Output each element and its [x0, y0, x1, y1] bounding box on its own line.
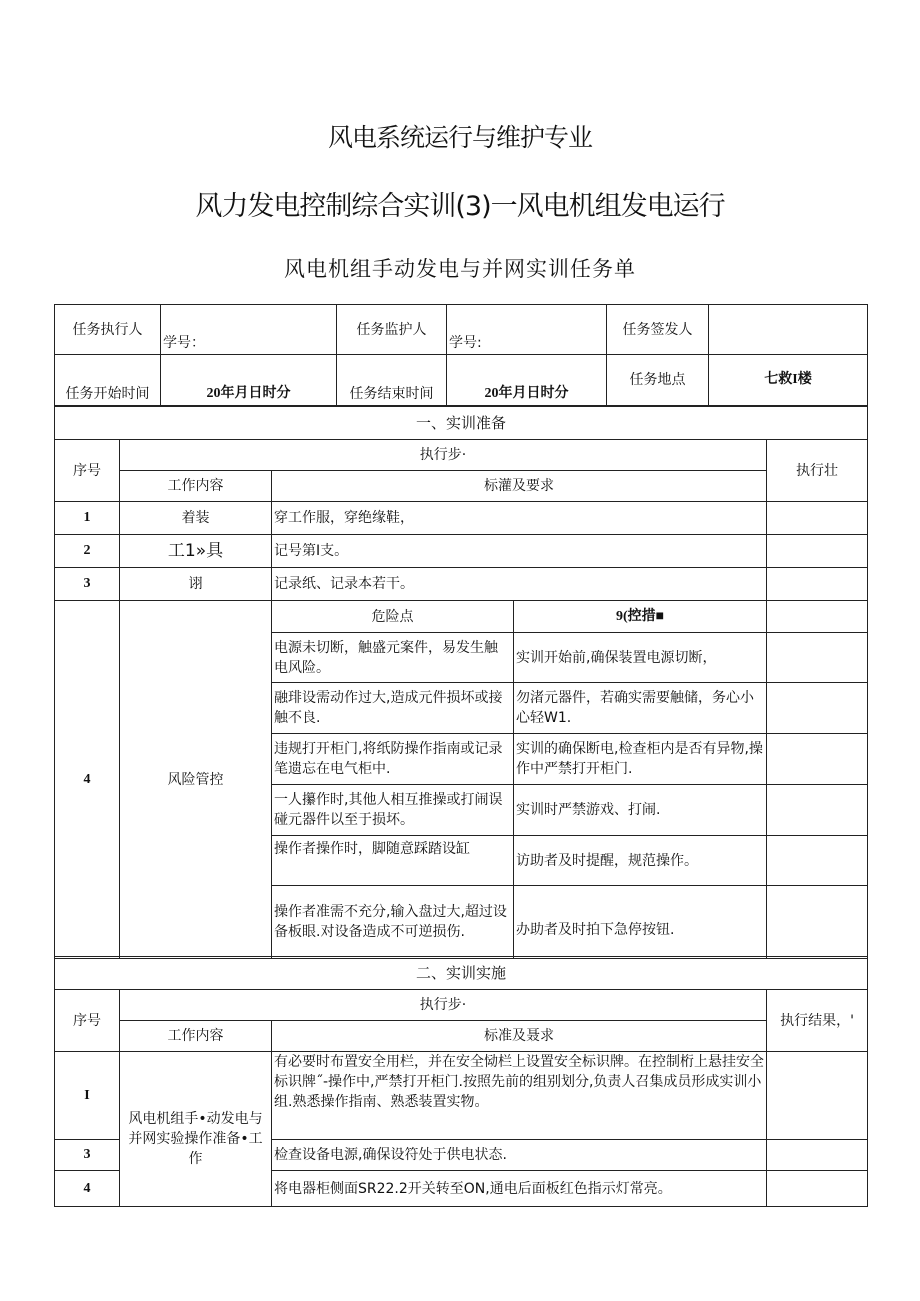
hazard-item: 操作者操作时，脚随意踩踏设缸: [272, 836, 514, 886]
row-seq: 1: [55, 502, 120, 535]
course-title: 风力发电控制综合实训(3)一风电机组发电运行: [195, 191, 725, 222]
risk-result[interactable]: [767, 633, 868, 683]
row-standard: 穿工作服，穿绝缘鞋，: [272, 502, 767, 535]
risk-result[interactable]: [767, 836, 868, 886]
control-item: 办助者及时拍下急停按钮.: [514, 886, 767, 959]
issuer-field[interactable]: [709, 305, 868, 355]
row-result[interactable]: [767, 1052, 868, 1140]
row-standard: 检查设备电源,确保设符处于供电状态.: [272, 1140, 767, 1171]
start-time-value[interactable]: 20年月日时分: [161, 355, 337, 406]
row-result[interactable]: [767, 535, 868, 568]
control-header: 9(控措■: [514, 601, 767, 633]
location-label: 任务地点: [607, 355, 709, 406]
prep-section-title: 一、实训准备: [55, 407, 868, 440]
impl-table: [54, 956, 868, 1207]
impl-standard-header: 标准及聂求: [272, 1021, 767, 1052]
table-row: [55, 568, 868, 601]
prep-seq-header: 序号: [55, 440, 120, 502]
impl-steps-header: 执行步·: [120, 990, 767, 1021]
risk-result[interactable]: [767, 886, 868, 959]
row-standard: 记号第I支。: [272, 535, 767, 568]
hazard-item: 一人攥作时,其他人相互推操或打闹误碰元器件以至于损坏。: [272, 785, 514, 836]
executor-label: 任务执行人: [55, 305, 161, 355]
risk-result-header[interactable]: [767, 601, 868, 633]
row-standard: 记录纸、记录本若干。: [272, 568, 767, 601]
row-seq: 3: [55, 1140, 120, 1171]
row-content: 诩: [120, 568, 272, 601]
control-item: 勿渚元器件，若确实需要触储，务心小心轻W1.: [514, 683, 767, 734]
major-title: 风电系统运行与维护专业: [327, 123, 592, 152]
hazard-item: 违规打开柜门,将纸防操作指南或记录笔遗忘在电气柜中.: [272, 734, 514, 785]
prep-standard-header: 标灌及要求: [272, 471, 767, 502]
impl-section-title: 二、实训实施: [55, 957, 868, 990]
task-title: 风电机组手动发电与并网实训任务单: [284, 257, 636, 281]
prep-result-header: 执行壮: [767, 440, 868, 502]
row-seq: 3: [55, 568, 120, 601]
end-time-label: 任务结束时间: [337, 355, 447, 406]
impl-seq-header: 序号: [55, 990, 120, 1052]
task-info-table: [54, 304, 868, 406]
prep-content-header: 工作内容: [120, 471, 272, 502]
prep-steps-header: 执行步·: [120, 440, 767, 471]
control-item: 实训开始前,确保装置电源切断，: [514, 633, 767, 683]
risk-result[interactable]: [767, 785, 868, 836]
row-result[interactable]: [767, 502, 868, 535]
row-seq: 2: [55, 535, 120, 568]
row-standard: 将电器柜侧面SR22.2开关转至ON,通电后面板红色指示灯常亮。: [272, 1171, 767, 1207]
control-item: 实训时严禁游戏、打闹.: [514, 785, 767, 836]
impl-result-header: 执行结果，': [767, 990, 868, 1052]
control-item: 访助者及时提醒，规范操作。: [514, 836, 767, 886]
row-result[interactable]: [767, 1140, 868, 1171]
row-seq: I: [55, 1052, 120, 1140]
control-item: 实训的确保断电,检查柜内是否有异物,操作中严禁打开柜门.: [514, 734, 767, 785]
row-result[interactable]: [767, 1171, 868, 1207]
risk-result[interactable]: [767, 683, 868, 734]
row-seq: 4: [55, 1171, 120, 1207]
supervisor-id-field[interactable]: 学号:: [447, 305, 607, 355]
executor-id-field[interactable]: 学号：: [161, 305, 337, 355]
row-standard: 有必要时布置安全用栏，并在安全恸栏上设置安全标识牌。在控制桁上悬挂安全标识牌˝-操作中,严禁打开柜门.按照先前的组别划分,负责人召集成员形成实训小组.熟悉操作指南、熟悉装置实物。: [272, 1052, 767, 1140]
issuer-label: 任务签发人: [607, 305, 709, 355]
supervisor-label: 任务监护人: [337, 305, 447, 355]
risk-content: 风险管控: [120, 601, 272, 959]
hazard-item: 操作者准需不充分,输入盘过大,超过设备板眼.对设备造成不可逆损伤.: [272, 886, 514, 959]
table-row: [55, 535, 868, 568]
risk-result[interactable]: [767, 734, 868, 785]
row-content: 着装: [120, 502, 272, 535]
location-value[interactable]: 七救I楼: [709, 355, 868, 406]
impl-content-header: 工作内容: [120, 1021, 272, 1052]
table-row: [55, 1052, 868, 1140]
prep-table: [54, 406, 868, 959]
row-content: 工1»具: [120, 535, 272, 568]
start-time-label: 任务开始时间: [55, 355, 161, 406]
risk-seq: 4: [55, 601, 120, 959]
hazard-item: 融琲设需动作过大,造成元件损坏或接触不良.: [272, 683, 514, 734]
row-result[interactable]: [767, 568, 868, 601]
hazard-header: 危险点: [272, 601, 514, 633]
hazard-item: 电源未切断，触盛元案件，易发生触电风险。: [272, 633, 514, 683]
end-time-value[interactable]: 20年月日时分: [447, 355, 607, 406]
impl-merged-content: 风电机组手•动发电与并网实验操作准备•工作: [120, 1052, 272, 1207]
table-row: [55, 502, 868, 535]
